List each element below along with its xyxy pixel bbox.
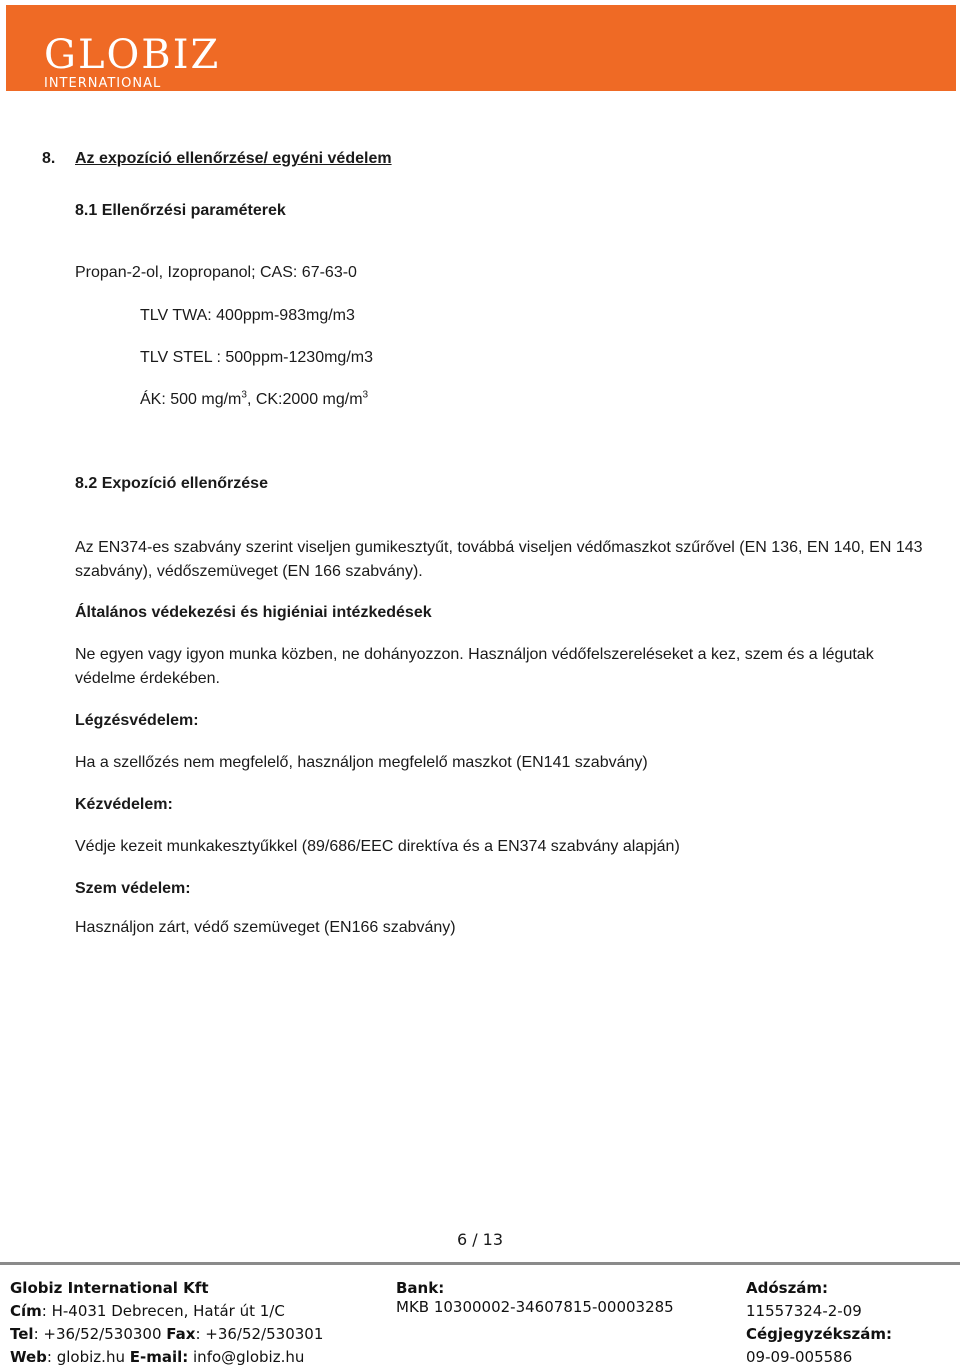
- registry-label-text: Cégjegyzékszám:: [746, 1325, 893, 1343]
- respiratory-protection-title: Légzésvédelem:: [75, 712, 199, 729]
- section-number: 8.: [42, 150, 56, 167]
- ck-superscript: 3: [362, 389, 369, 401]
- footer-fax-value: : +36/52/530301: [195, 1325, 324, 1343]
- footer-company: [10, 1277, 209, 1300]
- footer-tax-value: 11557324-2-09: [746, 1302, 862, 1320]
- bank-label-text: Bank:: [396, 1279, 445, 1297]
- tax-label-text: Adószám:: [746, 1279, 829, 1297]
- section-title: Az expozíció ellenőrzése/ egyéni védelem: [75, 150, 392, 167]
- company-logo: [44, 32, 221, 91]
- footer-email-value[interactable]: info@globiz.hu: [188, 1348, 305, 1366]
- footer-divider: [0, 1262, 960, 1265]
- logo-subtitle: INTERNATIONAL: [44, 76, 162, 91]
- footer-tel-value: : +36/52/530300: [33, 1325, 167, 1343]
- tlv-stel-line: TLV STEL : 500ppm-1230mg/m3: [140, 349, 373, 366]
- footer-tax-label: [746, 1277, 828, 1300]
- ak-ck-line: [140, 388, 368, 412]
- hand-protection-text: Védje kezeit munkakesztyűkkel (89/686/EEC direktíva és a EN374 szabvány alapján): [75, 838, 680, 855]
- footer-web: [10, 1346, 304, 1369]
- subsection-8-1-title: 8.1 Ellenőrzési paraméterek: [75, 202, 286, 219]
- footer-web-label: Web: [10, 1348, 47, 1366]
- footer-fax-label: Fax: [166, 1325, 196, 1343]
- ck-text: , CK:2000 mg/m: [246, 391, 363, 408]
- substance-line: Propan-2-ol, Izopropanol; CAS: 67-63-0: [75, 264, 357, 281]
- ak-superscript: 3: [241, 389, 247, 401]
- respiratory-protection-text: Ha a szellőzés nem megfelelő, használjon megfelelő maszkot (EN141 szabvány): [75, 754, 648, 771]
- eye-protection-text: Használjon zárt, védő szemüveget (EN166 szabvány): [75, 919, 456, 936]
- footer-tel-label: Tel: [10, 1325, 34, 1343]
- subsection-8-2-title: 8.2 Expozíció ellenőrzése: [75, 475, 268, 492]
- tlv-twa-line: TLV TWA: 400ppm-983mg/m3: [140, 307, 355, 324]
- footer-address-value: : H-4031 Debrecen, Határ út 1/C: [41, 1302, 285, 1320]
- footer-email-label: E-mail:: [129, 1348, 189, 1366]
- hand-protection-title: Kézvédelem:: [75, 796, 173, 813]
- footer-address: [10, 1300, 285, 1323]
- footer-phone: [10, 1323, 323, 1346]
- logo-wordmark: GLOBIZ: [44, 32, 221, 78]
- footer-address-label: Cím: [10, 1302, 42, 1320]
- general-measures-title: Általános védekezési és higiéniai intézkedések: [75, 604, 432, 621]
- general-measures-text: Ne egyen vagy igyon munka közben, ne dohányozzon. Használjon védőfelszereléseket a kez, szem és a légutak védelme érdekében.: [75, 646, 874, 687]
- exposure-control-text: Az EN374-es szabvány szerint viseljen gumikesztyűt, továbbá viseljen védőmaszkot szűrővel (EN 136, EN 140, EN 143 szabvány), védőszemüveget (EN 166 szabvány).: [75, 539, 923, 580]
- header-bar: [6, 5, 956, 91]
- footer-web-value[interactable]: : globiz.hu: [46, 1348, 130, 1366]
- ak-prefix: ÁK: 500 mg/m: [140, 391, 242, 408]
- footer-registry-label: [746, 1323, 892, 1346]
- footer-registry-value: 09-09-005586: [746, 1348, 853, 1366]
- eye-protection-title: Szem védelem:: [75, 880, 191, 897]
- page-number: 6 / 13: [456, 1230, 504, 1249]
- footer-company-name: Globiz International Kft: [10, 1279, 209, 1297]
- footer-bank-value: MKB 10300002-34607815-00003285: [396, 1298, 674, 1316]
